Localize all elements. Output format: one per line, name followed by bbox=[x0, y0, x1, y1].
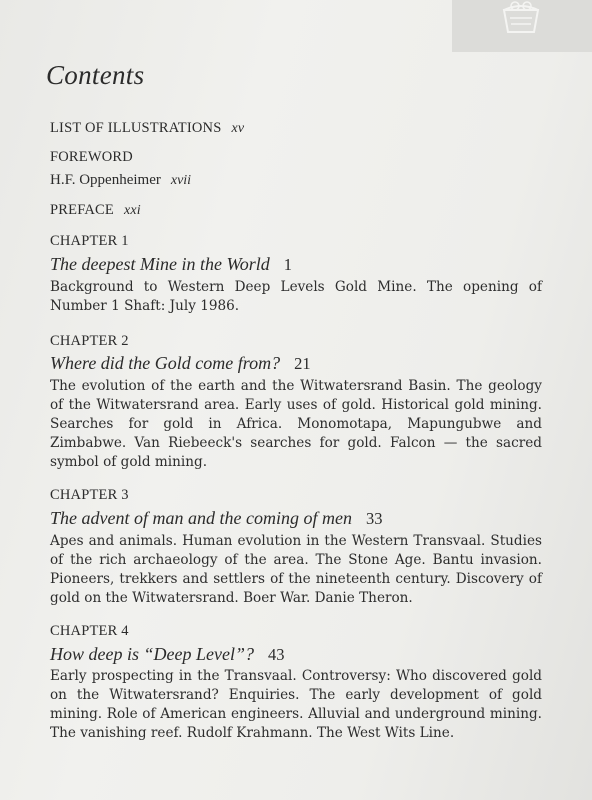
chapter-description: Early prospecting in the Transvaal. Controversy: Who discovered gold on the Witwatersrand? Enquiries. The early development of gold mining. Role of American engineers. Alluvial and underground mining. The vanishing reef. Rudolf Krahmann. The West Wits Line. bbox=[50, 668, 542, 741]
toc-entry-illustrations[interactable] bbox=[50, 120, 244, 137]
toc-entry-foreword[interactable] bbox=[50, 172, 191, 189]
chapter-page: 33 bbox=[365, 509, 383, 528]
chapter-title: Where did the Gold come from? bbox=[50, 353, 281, 373]
toc-entry-preface[interactable] bbox=[50, 202, 141, 219]
illustrations-page: xv bbox=[231, 121, 245, 136]
preface-label: PREFACE bbox=[50, 202, 114, 218]
toc-entry-chapter-4[interactable] bbox=[50, 644, 284, 665]
page-title: Contents bbox=[46, 60, 145, 90]
chapter-title: The deepest Mine in the World bbox=[50, 254, 270, 274]
toc-entry-chapter-3[interactable] bbox=[50, 508, 382, 529]
chapter-page: 43 bbox=[267, 645, 285, 664]
foreword-label: FOREWORD bbox=[50, 149, 133, 165]
chapter-label: CHAPTER 2 bbox=[50, 333, 129, 349]
illustrations-label: LIST OF ILLUSTRATIONS bbox=[50, 120, 222, 136]
chapter-label: CHAPTER 3 bbox=[50, 487, 129, 503]
toc-entry-chapter-1[interactable] bbox=[50, 254, 292, 275]
chapter-label: CHAPTER 1 bbox=[50, 233, 129, 249]
chapter-page: 21 bbox=[294, 354, 311, 373]
preface-page: xxi bbox=[123, 203, 141, 218]
chapter-label: CHAPTER 4 bbox=[50, 623, 129, 639]
chapter-description: Background to Western Deep Levels Gold Mine. The opening of Number 1 Shaft: July 1986. bbox=[50, 279, 542, 314]
chapter-page: 1 bbox=[283, 255, 293, 274]
chapter-description: Apes and animals. Human evolution in the Western Transvaal. Studies of the rich archaeology of the area. The Stone Age. Bantu invasion. Pioneers, trekkers and settlers of the nineteenth century. Discovery of gold on the Witwatersrand. Boer War. Danie Theron. bbox=[50, 533, 542, 606]
foreword-page: xvii bbox=[170, 173, 192, 188]
toc-entry-chapter-2[interactable] bbox=[50, 353, 311, 374]
emblem-icon bbox=[498, 0, 544, 34]
chapter-title: The advent of man and the coming of men bbox=[50, 508, 352, 528]
chapter-title: How deep is “Deep Level”? bbox=[50, 644, 254, 664]
foreword-author: H.F. Oppenheimer bbox=[50, 172, 161, 188]
chapter-description: The evolution of the earth and the Witwatersrand Basin. The geology of the Witwatersrand area. Early uses of gold. Historical gold mining. Searches for gold in Africa. Monomotapa, Mapungubwe and Zimbabwe. Van Riebeeck's searches for gold. Falcon — the sacred symbol of gold mining. bbox=[50, 378, 542, 470]
corner-emblem bbox=[452, 0, 592, 52]
